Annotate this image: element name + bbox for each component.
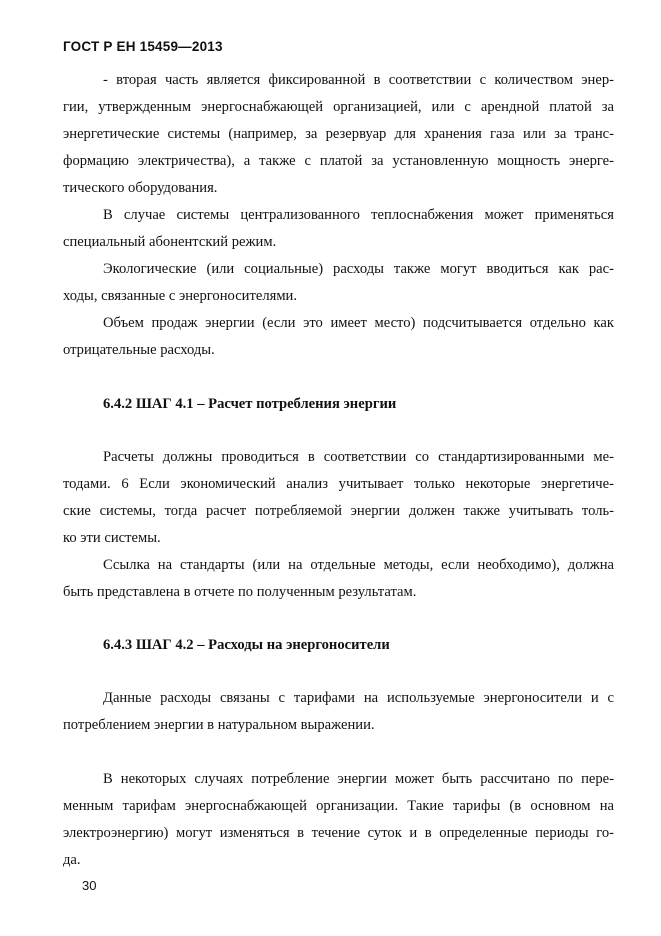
text-line: быть представлена в отчете по полученным результатам.: [63, 584, 417, 600]
text-line: - вторая часть является фиксированной в соответствии с количеством энер-: [103, 72, 614, 88]
text-line: ходы, связанные с энергоносителями.: [63, 288, 298, 304]
text-line: Объем продаж энергии (если это имеет место) подсчитывается отдельно как: [103, 315, 614, 331]
text-line: тодами. 6 Если экономический анализ учитывает только некоторые энергетиче-: [63, 476, 614, 492]
text-line: формацию электричества), а также с платой за установленную мощность энерге-: [63, 153, 614, 169]
text-line: ко эти системы.: [63, 530, 161, 546]
text-line: Экологические (или социальные) расходы также могут вводиться как рас-: [103, 261, 614, 277]
text-line: ские системы, тогда расчет потребляемой энергии должен также учитывать толь-: [63, 503, 614, 519]
text-line: В некоторых случаях потребление энергии может быть рассчитано по пере-: [103, 771, 614, 787]
text-line: специальный абонентский режим.: [63, 234, 277, 250]
text-line: Данные расходы связаны с тарифами на используемые энергоносители и с: [103, 690, 614, 706]
text-line: электроэнергию) могут изменяться в течение суток и в определенные периоды го-: [63, 825, 614, 841]
text-line: потреблением энергии в натуральном выражении.: [63, 717, 375, 733]
text-line: Ссылка на стандарты (или на отдельные методы, если необходимо), должна: [103, 557, 614, 573]
text-line: менным тарифам энергоснабжающей организации. Такие тарифы (в основном на: [63, 798, 614, 814]
page-number: 30: [82, 878, 97, 893]
text-line: тического оборудования.: [63, 180, 218, 196]
text-line: Расчеты должны проводиться в соответствии со стандартизированными ме-: [103, 449, 614, 465]
text-line: энергетические системы (например, за резервуар для хранения газа или за транс-: [63, 126, 614, 142]
text-line: отрицательные расходы.: [63, 342, 215, 358]
standard-designation: ГОСТ Р ЕН 15459—2013: [63, 39, 223, 54]
text-line: В случае системы централизованного теплоснабжения может применяться: [103, 207, 614, 223]
text-line: гии, утвержденным энергоснабжающей организацией, или с арендной платой за: [63, 99, 614, 115]
section-heading-6-4-2: 6.4.2 ШАГ 4.1 – Расчет потребления энергии: [103, 396, 397, 412]
section-heading-6-4-3: 6.4.3 ШАГ 4.2 – Расходы на энергоносители: [103, 637, 390, 653]
text-line: да.: [63, 852, 81, 868]
